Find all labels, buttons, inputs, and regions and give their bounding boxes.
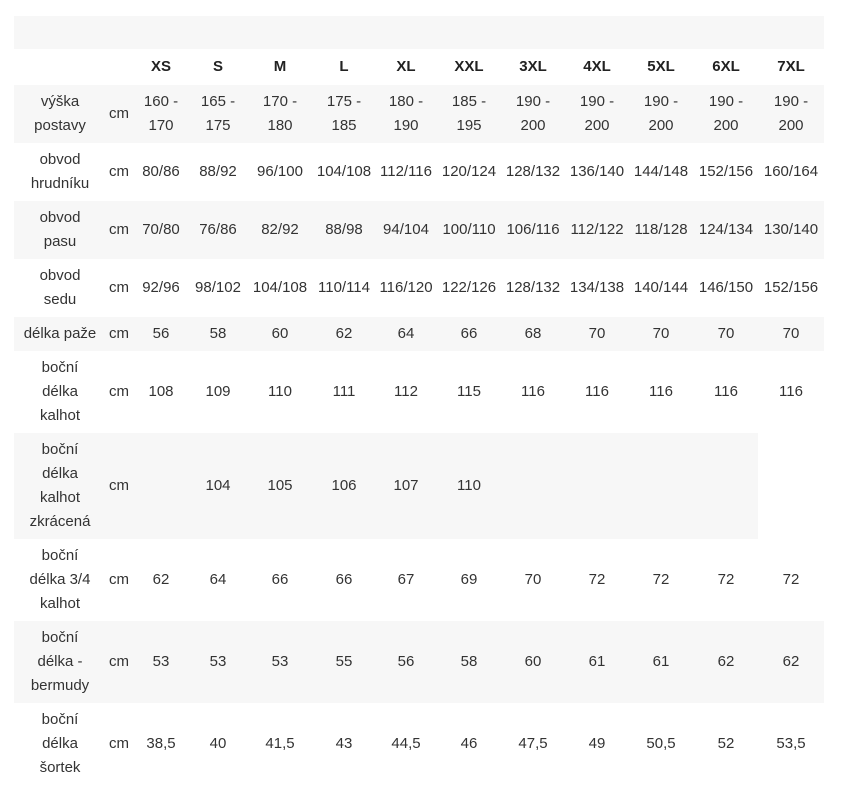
value-cell-xs: 160 - 170 — [132, 85, 190, 143]
size-header-5xl: 5XL — [647, 58, 675, 75]
value-cell-7xl: 116 — [779, 383, 803, 400]
value-cell-m: 170 - 180 — [246, 85, 314, 143]
value-cell-l: 66 — [335, 571, 353, 588]
value-cell-s: 53 — [190, 621, 246, 703]
value-cell-6xl: 72 — [717, 571, 735, 588]
value-cell-6xl: 62 — [694, 621, 758, 703]
value-cell-m: 53 — [246, 621, 314, 703]
value-cell-s: 58 — [190, 317, 246, 351]
value-cell-m: 41,5 — [265, 735, 295, 752]
value-cell-4xl: 49 — [588, 735, 606, 752]
value-cell-xl: 112/116 — [380, 163, 432, 180]
value-cell-5xl: 72 — [652, 571, 670, 588]
value-cell-5xl: 144/148 — [633, 163, 689, 180]
value-cell-5xl: 61 — [628, 621, 694, 703]
measurement-label: boční délka - bermudy — [14, 621, 106, 703]
table-row — [14, 703, 824, 785]
value-cell-3xl: 70 — [524, 571, 542, 588]
unit-cell: cm — [106, 317, 132, 351]
value-cell-7xl: 53,5 — [776, 735, 806, 752]
unit-cell: cm — [109, 383, 129, 400]
value-cell-6xl: 52 — [717, 735, 735, 752]
value-cell-l: 106 — [314, 433, 374, 539]
value-cell-xs: 56 — [132, 317, 190, 351]
value-cell-xxl: 122/126 — [441, 279, 497, 296]
unit-cell: cm — [109, 163, 129, 180]
value-cell-xs: 62 — [152, 571, 170, 588]
value-cell-l: 62 — [314, 317, 374, 351]
value-cell-6xl: 116 — [714, 383, 738, 400]
top-band-cell — [14, 16, 824, 49]
value-cell-l: 110/114 — [318, 279, 370, 296]
value-cell-3xl: 128/132 — [505, 279, 561, 296]
value-cell-5xl — [628, 433, 694, 539]
size-header-7xl: 7XL — [777, 58, 805, 75]
value-cell-l: 111 — [332, 383, 356, 400]
value-cell-4xl: 190 - 200 — [566, 85, 628, 143]
table-row — [14, 351, 824, 433]
value-cell-xl: 116/120 — [379, 279, 433, 296]
value-cell-7xl: 72 — [782, 571, 800, 588]
value-cell-5xl: 70 — [628, 317, 694, 351]
measurement-label: obvod pasu — [14, 201, 106, 259]
value-cell-l: 104/108 — [316, 163, 372, 180]
value-cell-7xl: 130/140 — [758, 201, 824, 259]
value-cell-xs: 80/86 — [142, 163, 180, 180]
value-cell-3xl: 47,5 — [518, 735, 548, 752]
value-cell-s: 98/102 — [195, 279, 241, 296]
size-header-3xl: 3XL — [519, 58, 547, 75]
value-cell-6xl: 152/156 — [698, 163, 754, 180]
value-cell-4xl: 72 — [588, 571, 606, 588]
measurement-label: délka paže — [14, 317, 106, 351]
value-cell-xs: 70/80 — [132, 201, 190, 259]
measurement-label: boční délka šortek — [39, 711, 81, 776]
value-cell-3xl — [500, 433, 566, 539]
value-cell-3xl: 60 — [500, 621, 566, 703]
value-cell-xl: 44,5 — [391, 735, 421, 752]
unit-cell: cm — [106, 85, 132, 143]
value-cell-xxl: 66 — [438, 317, 500, 351]
value-cell-3xl: 68 — [500, 317, 566, 351]
value-cell-xl: 56 — [374, 621, 438, 703]
value-cell-s: 88/92 — [199, 163, 237, 180]
value-cell-l: 55 — [314, 621, 374, 703]
value-cell-4xl: 61 — [566, 621, 628, 703]
unit-cell: cm — [106, 621, 132, 703]
table-row — [14, 201, 824, 259]
table-row — [14, 85, 824, 143]
unit-cell: cm — [109, 571, 129, 588]
value-cell-m: 66 — [271, 571, 289, 588]
value-cell-xxl: 115 — [457, 383, 481, 400]
value-cell-3xl: 106/116 — [500, 201, 566, 259]
value-cell-s: 40 — [209, 735, 227, 752]
unit-cell: cm — [106, 201, 132, 259]
value-cell-m: 110 — [268, 383, 292, 400]
measurement-label: boční délka kalhot zkrácená — [14, 433, 106, 539]
size-header-4xl: 4XL — [583, 58, 611, 75]
table-row — [14, 317, 824, 351]
value-cell-s: 64 — [209, 571, 227, 588]
value-cell-xl: 64 — [374, 317, 438, 351]
value-cell-s: 165 - 175 — [190, 85, 246, 143]
unit-cell: cm — [109, 279, 129, 296]
value-cell-xl: 94/104 — [374, 201, 438, 259]
value-cell-m: 104/108 — [252, 279, 308, 296]
size-header-l: L — [339, 58, 349, 75]
value-cell-m: 105 — [246, 433, 314, 539]
value-cell-5xl: 50,5 — [646, 735, 676, 752]
value-cell-m: 82/92 — [246, 201, 314, 259]
value-cell-s: 76/86 — [190, 201, 246, 259]
value-cell-6xl: 190 - 200 — [694, 85, 758, 143]
value-cell-3xl: 128/132 — [505, 163, 561, 180]
value-cell-xs: 53 — [132, 621, 190, 703]
table-row — [14, 259, 824, 317]
table-top-band — [14, 16, 824, 49]
value-cell-4xl — [566, 433, 628, 539]
value-cell-s: 109 — [205, 383, 231, 400]
value-cell-xl: 107 — [374, 433, 438, 539]
value-cell-xxl: 58 — [438, 621, 500, 703]
value-cell-4xl: 70 — [566, 317, 628, 351]
size-header-xxl: XXL — [454, 58, 484, 75]
value-cell-xs — [132, 433, 190, 539]
header-empty-cell — [14, 49, 106, 85]
value-cell-6xl — [694, 433, 758, 539]
value-cell-l: 43 — [335, 735, 353, 752]
value-cell-m: 60 — [246, 317, 314, 351]
value-cell-s: 104 — [190, 433, 246, 539]
value-cell-xl: 180 - 190 — [374, 85, 438, 143]
value-cell-3xl: 116 — [521, 383, 545, 400]
size-header-m: M — [273, 58, 287, 75]
value-cell-5xl: 190 - 200 — [628, 85, 694, 143]
value-cell-xxl: 100/110 — [438, 201, 500, 259]
measurement-label: boční délka 3/4 kalhot — [29, 547, 91, 612]
value-cell-xs: 108 — [148, 383, 174, 400]
unit-cell: cm — [109, 735, 129, 752]
value-cell-4xl: 116 — [585, 383, 609, 400]
table-row — [14, 433, 824, 539]
value-cell-7xl: 152/156 — [763, 279, 819, 296]
value-cell-5xl: 116 — [649, 383, 673, 400]
value-cell-m: 96/100 — [257, 163, 303, 180]
size-header-xs: XS — [150, 58, 171, 75]
value-cell-xxl: 69 — [460, 571, 478, 588]
value-cell-6xl: 124/134 — [694, 201, 758, 259]
value-cell-7xl: 70 — [758, 317, 824, 351]
measurement-label: boční délka kalhot — [39, 359, 81, 424]
size-header-row — [14, 49, 824, 85]
value-cell-xs: 92/96 — [142, 279, 180, 296]
table-row — [14, 539, 824, 621]
value-cell-l: 175 - 185 — [314, 85, 374, 143]
table-row — [14, 143, 824, 201]
measurement-label: obvod hrudníku — [30, 151, 90, 192]
value-cell-xxl: 185 - 195 — [438, 85, 500, 143]
size-chart-table — [14, 16, 824, 785]
value-cell-7xl: 190 - 200 — [758, 85, 824, 143]
value-cell-4xl: 134/138 — [569, 279, 625, 296]
value-cell-4xl: 136/140 — [569, 163, 625, 180]
value-cell-xl: 67 — [397, 571, 415, 588]
measurement-label: výška postavy — [14, 85, 106, 143]
table-row — [14, 621, 824, 703]
value-cell-xxl: 46 — [460, 735, 478, 752]
value-cell-xxl: 110 — [438, 433, 500, 539]
header-empty-cell — [106, 49, 132, 85]
value-cell-5xl: 140/144 — [633, 279, 689, 296]
value-cell-5xl: 118/128 — [628, 201, 694, 259]
value-cell-6xl: 70 — [694, 317, 758, 351]
value-cell-6xl: 146/150 — [698, 279, 754, 296]
value-cell-3xl: 190 - 200 — [500, 85, 566, 143]
value-cell-xxl: 120/124 — [441, 163, 497, 180]
unit-cell: cm — [106, 433, 132, 539]
value-cell-7xl — [758, 433, 824, 539]
value-cell-7xl: 160/164 — [763, 163, 819, 180]
value-cell-xl: 112 — [394, 383, 418, 400]
size-header-s: S — [212, 58, 223, 75]
value-cell-7xl: 62 — [758, 621, 824, 703]
size-header-xl: XL — [396, 58, 416, 75]
value-cell-4xl: 112/122 — [566, 201, 628, 259]
value-cell-l: 88/98 — [314, 201, 374, 259]
size-header-6xl: 6XL — [712, 58, 740, 75]
measurement-label: obvod sedu — [39, 267, 81, 308]
value-cell-xs: 38,5 — [146, 735, 176, 752]
